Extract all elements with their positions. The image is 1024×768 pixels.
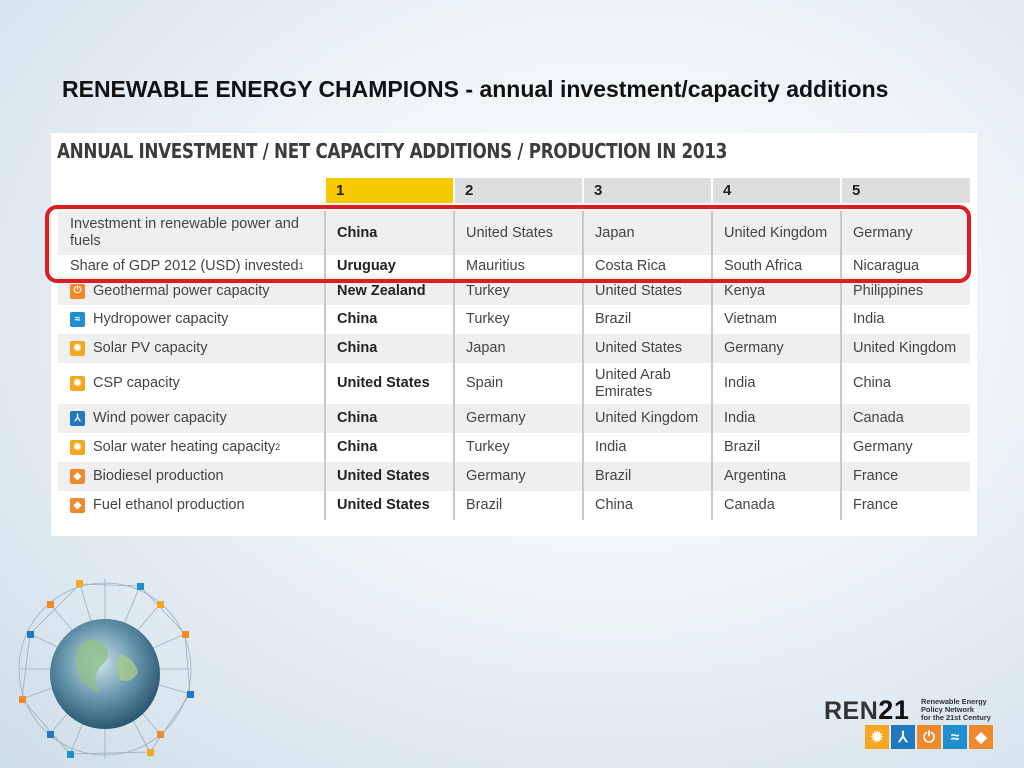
logo-name-prefix: REN (824, 697, 879, 725)
rank-1-cell: New Zealand (325, 277, 454, 305)
geothermal-icon: ⏻ (917, 725, 941, 749)
solar-icon: ✹ (70, 341, 85, 356)
rank-5-cell: France (841, 491, 970, 520)
logo-wordmark (824, 695, 909, 726)
rank-2-cell: Germany (454, 404, 583, 433)
wind-icon: ⅄ (891, 725, 915, 749)
highlight-box (45, 205, 971, 283)
table-row (58, 305, 970, 334)
biofuel-icon: ◆ (70, 498, 85, 513)
rank-4-cell: Kenya (712, 277, 841, 305)
row-label-text: Investment in renewable power and fuels (70, 216, 299, 249)
hydropower-icon: ≈ (70, 312, 85, 327)
footnote-marker: 1 (298, 260, 304, 271)
rank-1-cell: China (325, 433, 454, 462)
row-label-text: Solar PV capacity (93, 340, 208, 356)
rank-4-cell: South Africa (712, 255, 841, 277)
row-label-text: Wind power capacity (93, 410, 227, 426)
rank-2-cell: United States (454, 211, 583, 255)
solar-icon: ✹ (70, 440, 85, 455)
rank-1-cell: China (325, 334, 454, 363)
globe-network-image (10, 574, 200, 764)
rank-5-cell: Germany (841, 433, 970, 462)
rank-3-cell: United Arab Emirates (583, 363, 712, 404)
row-label-text: Fuel ethanol production (93, 497, 245, 513)
rank-3-cell: Costa Rica (583, 255, 712, 277)
rank-1-cell: United States (325, 491, 454, 520)
rank-1-cell: Uruguay (325, 255, 454, 277)
rank-2-cell: Spain (454, 363, 583, 404)
rank-5-cell: Nicaragua (841, 255, 970, 277)
row-label (58, 462, 325, 491)
rank-5-cell: Germany (841, 211, 970, 255)
rank-1-cell: United States (325, 462, 454, 491)
biofuel-icon: ◆ (70, 469, 85, 484)
wind-icon: ⅄ (70, 411, 85, 426)
rank-2-cell: Turkey (454, 277, 583, 305)
ren21-logo (824, 695, 1004, 753)
rank-3-cell: Brazil (583, 305, 712, 334)
logo-tagline (921, 698, 1006, 722)
row-label (58, 305, 325, 334)
slide-title: RENEWABLE ENERGY CHAMPIONS - annual investment/capacity additions (62, 76, 889, 102)
rank-header-1: 1 (325, 178, 454, 203)
logo-tagline-line-1: Renewable Energy (921, 697, 987, 706)
hydropower-icon: ≈ (943, 725, 967, 749)
row-label-text: Share of GDP 2012 (USD) invested (70, 257, 299, 274)
rank-4-cell: Germany (712, 334, 841, 363)
rank-3-cell: United States (583, 277, 712, 305)
row-label-text: Biodiesel production (93, 468, 224, 484)
rank-header-row (58, 178, 970, 203)
table-row (58, 334, 970, 363)
row-label-content (70, 497, 324, 514)
rank-header-4: 4 (712, 178, 841, 203)
row-label (58, 334, 325, 363)
logo-icon-strip (865, 725, 993, 749)
rank-3-cell: China (583, 491, 712, 520)
rank-1-cell: United States (325, 363, 454, 404)
row-label-text: Hydropower capacity (93, 311, 229, 327)
rank-header-5: 5 (841, 178, 970, 203)
rank-4-cell: India (712, 404, 841, 433)
rank-2-cell: Germany (454, 462, 583, 491)
solar-icon: ✹ (865, 725, 889, 749)
row-label-content (70, 311, 324, 328)
rank-5-cell: United Kingdom (841, 334, 970, 363)
solar-icon: ✹ (70, 376, 85, 391)
logo-name-suffix: 21 (878, 695, 910, 725)
row-label-content (70, 468, 324, 485)
biofuel-icon: ◆ (969, 725, 993, 749)
table-row (58, 404, 970, 433)
rank-4-cell: India (712, 363, 841, 404)
geothermal-icon: ⏻ (70, 284, 85, 299)
row-label (58, 491, 325, 520)
rank-5-cell: India (841, 305, 970, 334)
row-label-content (70, 283, 324, 300)
row-label-content (70, 375, 324, 392)
rank-header-2: 2 (454, 178, 583, 203)
rank-3-cell: Japan (583, 211, 712, 255)
rank-2-cell: Turkey (454, 305, 583, 334)
table-row (58, 462, 970, 491)
rank-1-cell: China (325, 305, 454, 334)
logo-tagline-line-3: for the 21st Century (921, 713, 991, 722)
rank-2-cell: Turkey (454, 433, 583, 462)
rank-5-cell: Canada (841, 404, 970, 433)
rank-3-cell: United States (583, 334, 712, 363)
rank-3-cell: Brazil (583, 462, 712, 491)
rank-4-cell: Canada (712, 491, 841, 520)
rank-5-cell: France (841, 462, 970, 491)
rank-4-cell: United Kingdom (712, 211, 841, 255)
rank-1-cell: China (325, 211, 454, 255)
row-label-content (70, 410, 324, 427)
row-label (58, 404, 325, 433)
rank-4-cell: Brazil (712, 433, 841, 462)
table-row (58, 491, 970, 520)
header-blank (58, 178, 325, 203)
row-label-text: CSP capacity (93, 375, 180, 391)
rank-5-cell: Philippines (841, 277, 970, 305)
ranking-table-card (51, 133, 977, 536)
rank-4-cell: Vietnam (712, 305, 841, 334)
row-label (58, 433, 325, 462)
row-label-text: Solar water heating capacity (93, 439, 276, 455)
rank-2-cell: Brazil (454, 491, 583, 520)
table-heading: ANNUAL INVESTMENT / NET CAPACITY ADDITIONS / PRODUCTION IN 2013 (57, 139, 727, 163)
footnote-marker: 2 (275, 442, 281, 452)
row-label (58, 363, 325, 404)
row-label-content (70, 340, 324, 357)
logo-tagline-line-2: Policy Network (921, 705, 974, 714)
table-row (58, 363, 970, 404)
rank-header-3: 3 (583, 178, 712, 203)
rank-1-cell: China (325, 404, 454, 433)
rank-3-cell: United Kingdom (583, 404, 712, 433)
row-label-content (70, 439, 324, 456)
rank-5-cell: China (841, 363, 970, 404)
rank-3-cell: India (583, 433, 712, 462)
table-row (58, 433, 970, 462)
row-label-text: Geothermal power capacity (93, 282, 270, 299)
rank-2-cell: Japan (454, 334, 583, 363)
rank-2-cell: Mauritius (454, 255, 583, 277)
rank-4-cell: Argentina (712, 462, 841, 491)
